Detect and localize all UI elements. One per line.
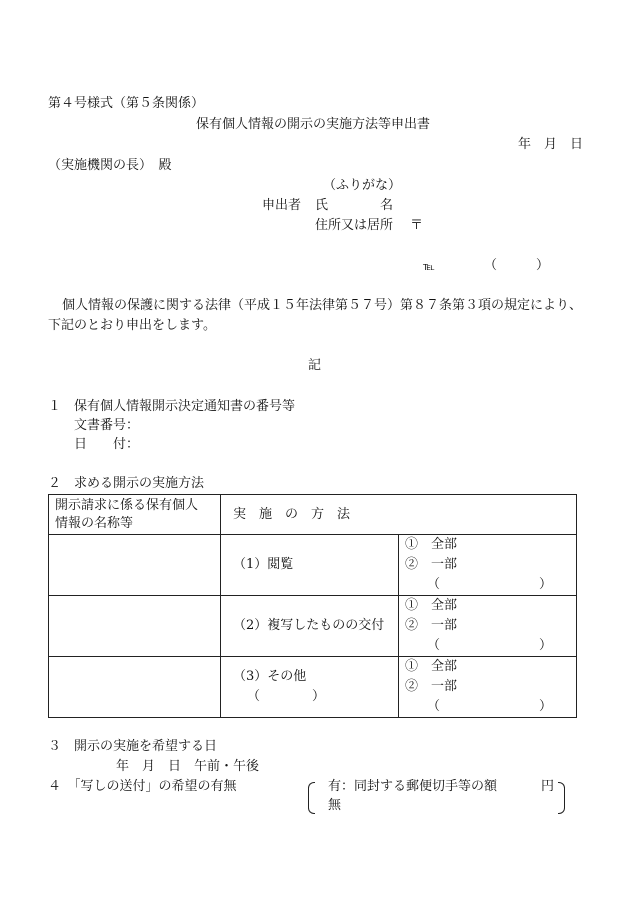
addressee: （実施機関の長） 殿: [48, 158, 172, 173]
ki-heading: 記: [308, 358, 322, 373]
method-table: [48, 494, 577, 718]
left-brace: [308, 782, 315, 814]
option-all[interactable]: ① 全部: [405, 537, 458, 552]
method-cell: （3）その他 （ ）: [221, 657, 399, 718]
notice-date-field[interactable]: 日 付：: [74, 437, 140, 452]
option-partial[interactable]: ② 一部: [405, 679, 458, 694]
section2-heading: ２ 求める開示の実施方法: [48, 476, 205, 491]
option-cell[interactable]: [399, 535, 577, 596]
table-row: [49, 657, 577, 718]
table-header-row: [49, 495, 577, 535]
submission-date[interactable]: 年 月 日: [518, 137, 584, 152]
partial-detail-field[interactable]: （ ）: [427, 638, 552, 653]
name-field[interactable]: 氏 名: [315, 198, 394, 213]
tel-label: ℡: [423, 260, 435, 273]
address-field[interactable]: 住所又は居所: [315, 218, 394, 233]
header-info-name: 開示請求に係る保有個人 情報の名称等: [49, 495, 221, 535]
method-cell: （2）複写したものの交付: [221, 596, 399, 657]
section3-heading: ３ 開示の実施を希望する日: [48, 739, 218, 754]
body-text-line1: 個人情報の保護に関する法律（平成１５年法律第５７号）第８７条第３項の規定により、: [62, 298, 583, 313]
info-name-cell[interactable]: [49, 596, 221, 657]
doc-number-field[interactable]: 文書番号：: [74, 418, 140, 433]
tel-field[interactable]: （ ）: [484, 258, 550, 273]
info-name-cell[interactable]: [49, 535, 221, 596]
page-title: 保有個人情報の開示の実施方法等申出書: [196, 117, 431, 132]
option-yes[interactable]: 有：同封する郵便切手等の額: [328, 779, 498, 794]
partial-detail-field[interactable]: （ ）: [427, 699, 552, 714]
header-method: 実 施 の 方 法: [221, 495, 577, 535]
table-row: [49, 535, 577, 596]
option-cell[interactable]: [399, 657, 577, 718]
furigana-label: （ふりがな）: [323, 178, 402, 193]
right-brace: [558, 782, 565, 814]
applicant-label: 申出者: [262, 198, 302, 213]
table-row: [49, 596, 577, 657]
option-partial[interactable]: ② 一部: [405, 618, 458, 633]
info-name-cell[interactable]: [49, 657, 221, 718]
partial-detail-field[interactable]: （ ）: [427, 577, 552, 592]
option-partial[interactable]: ② 一部: [405, 557, 458, 572]
preferred-date-field[interactable]: 年 月 日 午前・午後: [116, 759, 260, 774]
section1-heading: １ 保有個人情報開示決定通知書の番号等: [48, 399, 296, 414]
option-cell[interactable]: [399, 596, 577, 657]
body-text-line2: 下記のとおり申出をします。: [48, 318, 216, 333]
method-cell: （1）閲覧: [221, 535, 399, 596]
option-all[interactable]: ① 全部: [405, 598, 458, 613]
other-method-field[interactable]: （ ）: [247, 689, 326, 704]
form-number: 第４号様式（第５条関係）: [48, 96, 205, 111]
postal-mark: 〒: [410, 218, 424, 233]
option-no[interactable]: 無: [328, 798, 342, 813]
yen-label: 円: [541, 779, 555, 794]
section4-heading: ４ 「写しの送付」の希望の有無: [48, 779, 237, 794]
option-all[interactable]: ① 全部: [405, 659, 458, 674]
